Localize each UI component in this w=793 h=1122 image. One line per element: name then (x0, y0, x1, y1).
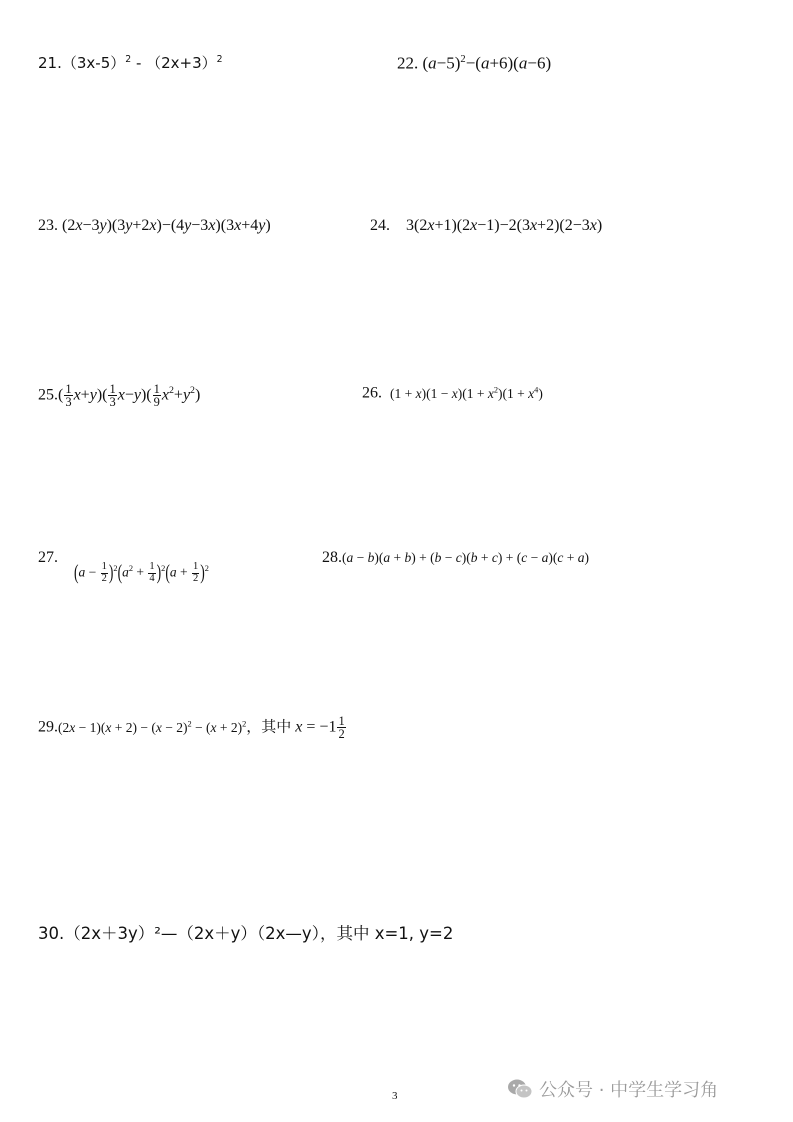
wechat-icon (507, 1078, 533, 1100)
problem-30: 30.（2x＋3y）²—（2x＋y）（2x—y），其中 x=1, y=2 (38, 924, 454, 943)
problem-28: 28.(a − b)(a + b) + (b − c)(b + c) + (c − a)(c + a) (322, 549, 589, 566)
problem-22: 22. $(a-5)^2-(a+6)(a-6)$ (397, 53, 552, 73)
problem-25: 25.( $\frac{1}{3}$ x+y)( $\frac{1}{3}$ x−y)( $\frac{1}{9}$ $x^2+y^2$) (38, 381, 201, 410)
problem-29: $29.(2x - 1)(x + 2) - (x - 2)^2 - (x + 2)^2$，其中 x = −1 $\frac{1}{2}$ (38, 713, 345, 742)
watermark (507, 1076, 718, 1102)
problem-23: 23. (2x−3y)(3y+2x)−(4y−3x)(3x+4y) (38, 217, 271, 234)
problem-27-number: 27. (38, 549, 58, 566)
problem-21: $21.(3x-5)^2 - (2x+3)^2$ (38, 54, 223, 72)
watermark-text: 公众号 · 中学生学习角 (539, 1080, 719, 1101)
problem-24: 24. 3(2x+1)(2x−1)−2(3x+2)(2−3x) (370, 217, 603, 234)
problem-26: 26. $(1 + x)(1 - x)(1 + x^2)(1 + x^4)$ (362, 384, 543, 402)
problem-27-expression: (a − $\frac{1}{2}$ )$^2(a^2$ + $\frac{1}{4}$ )$^2$(a + $\frac{1}{2}$ )$^2$ (74, 561, 209, 585)
page-number: 3 (392, 1090, 398, 1102)
